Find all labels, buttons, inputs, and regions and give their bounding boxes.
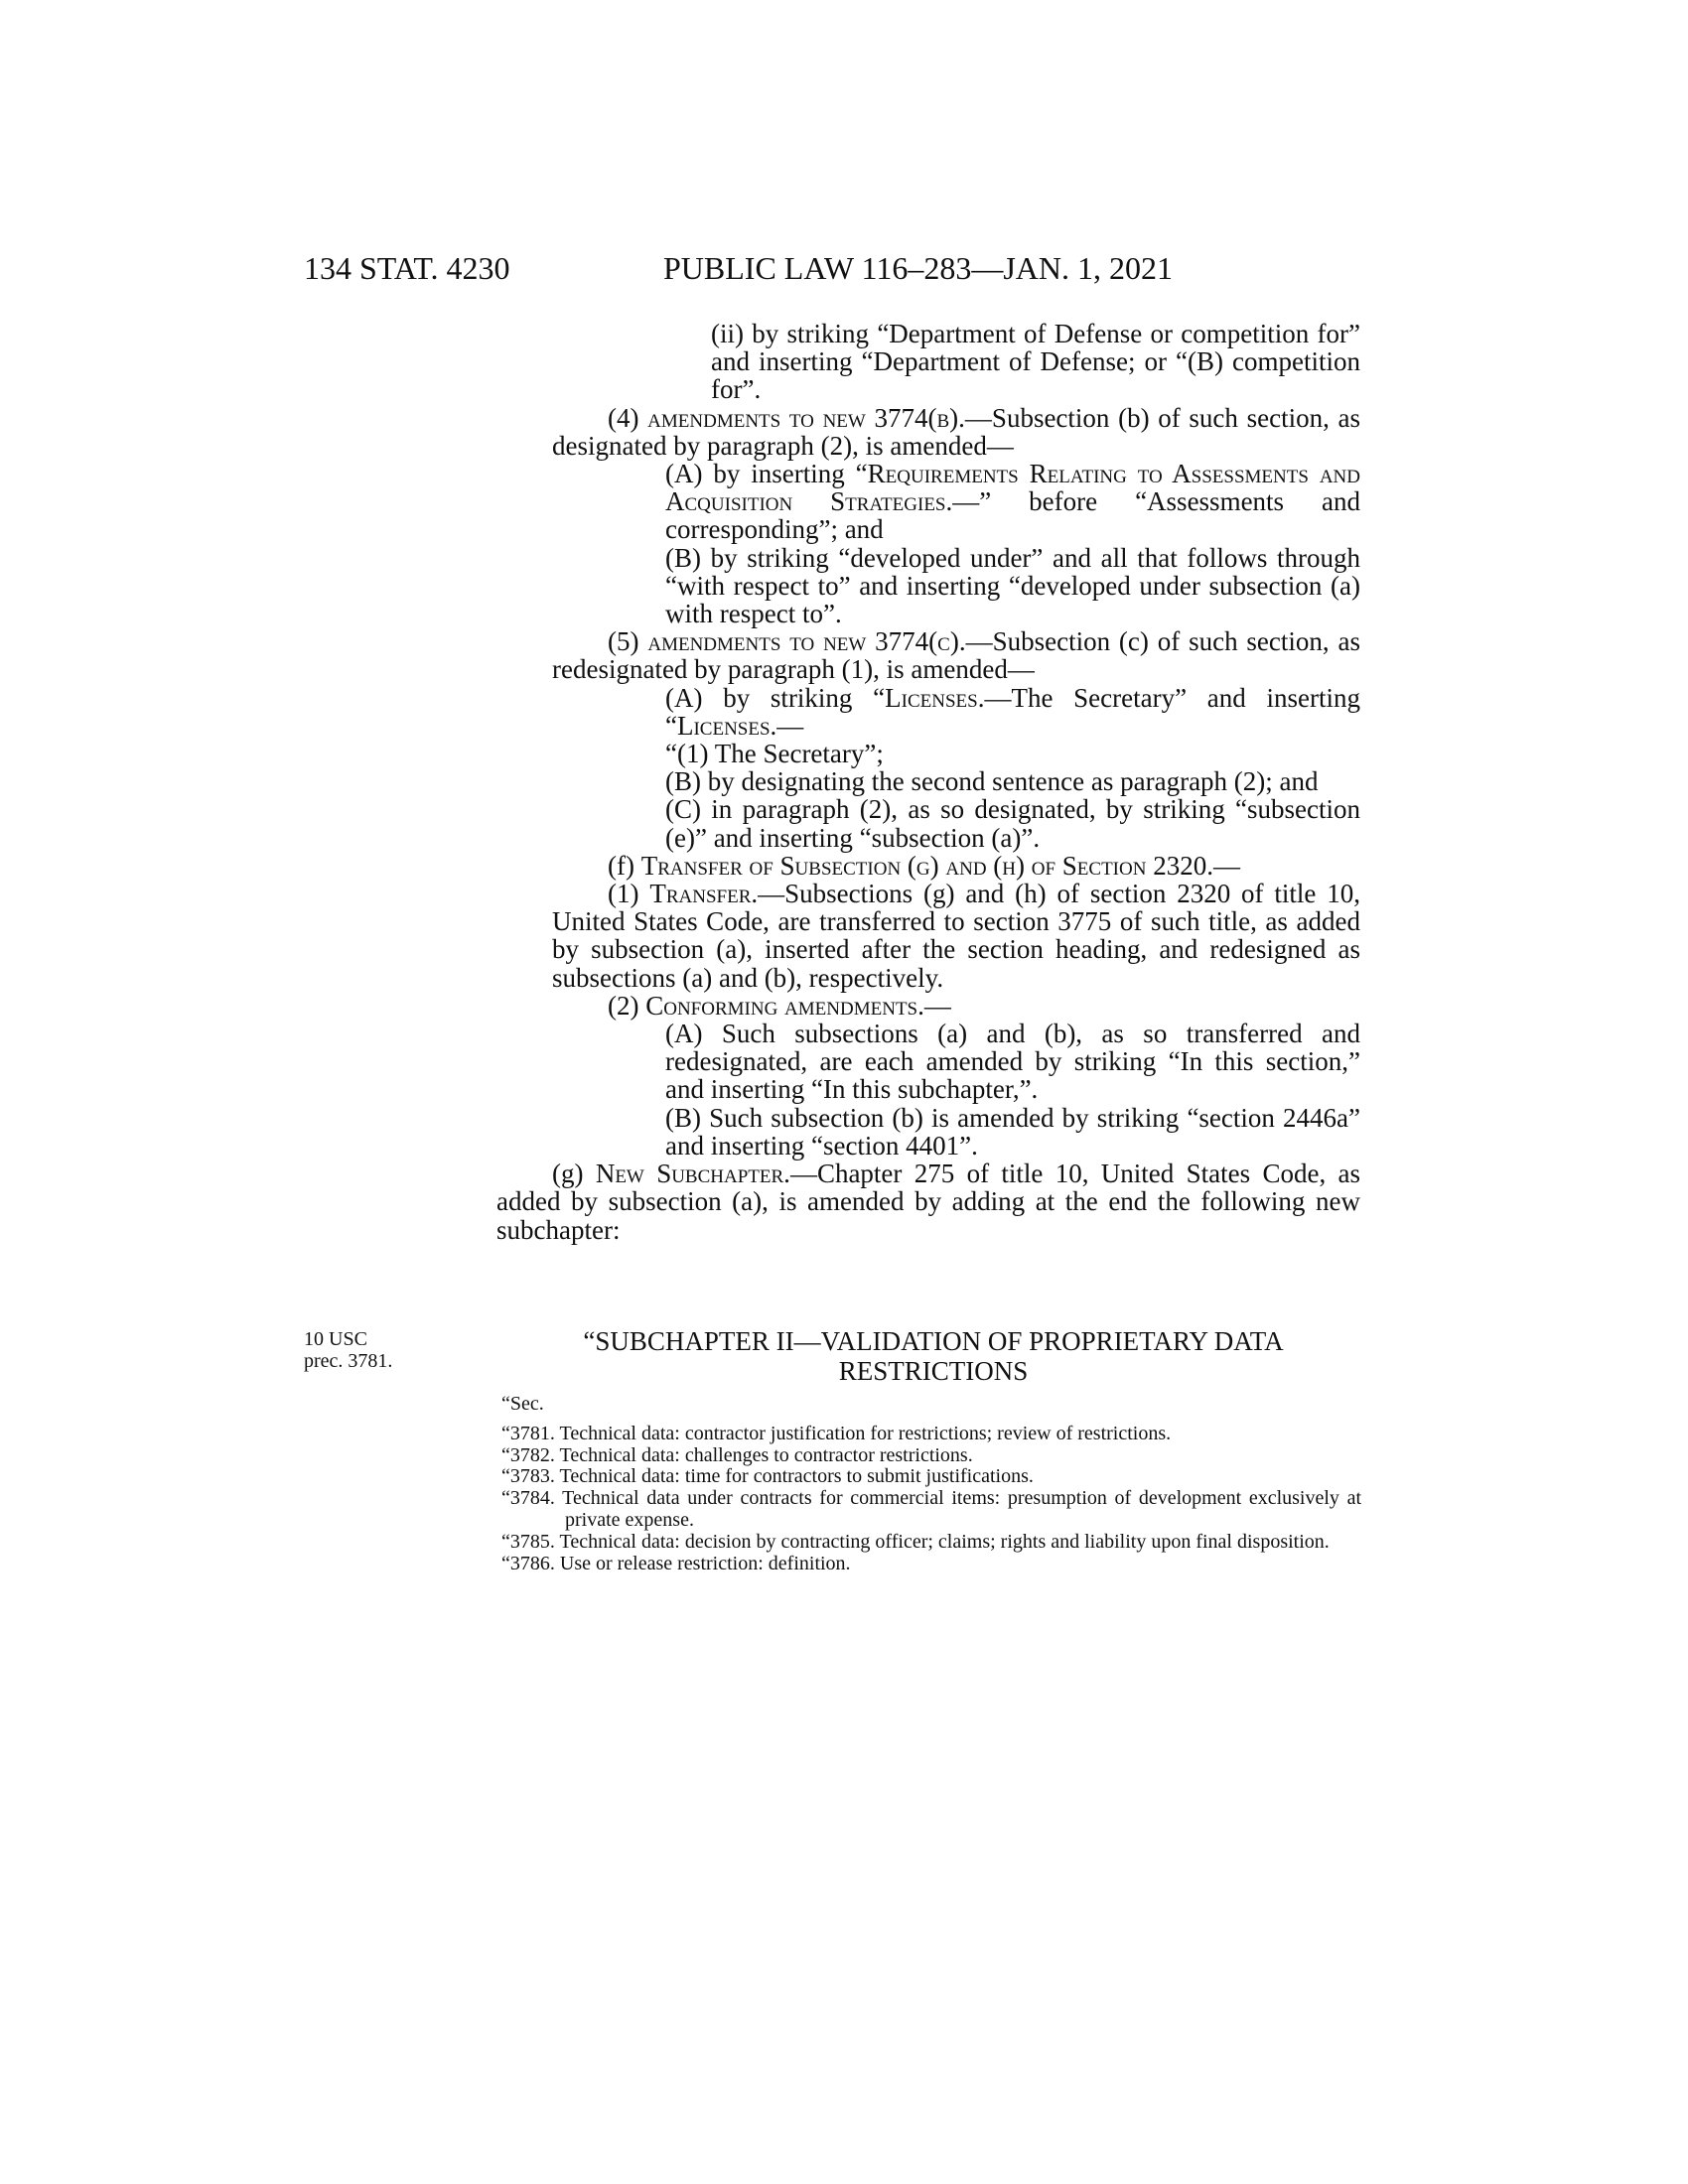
subsection-g: (g) New Subchapter.—Chapter 275 of title 10, United States Code, as added by subsection (a), is amended by adding at the end the following new subchapter: [496,1159,1361,1245]
paragraph-4-heading: amendments to new 3774(b). [647,402,965,433]
toc-item: “3786. Use or release restriction: definition. [501,1552,851,1574]
document-body [496,319,1361,1245]
margin-note: 10 USC prec. 3781. [304,1328,393,1372]
subparagraph-5C: (C) in paragraph (2), as so designated, by striking “subsection (e)” and inserting “subsection (a)”. [665,794,1360,853]
subparagraph-4A: (A) by inserting “Requirements Relating to Assessments and Acquisition Strategies.—” before “Assessments and corresponding”; and [665,459,1360,545]
paragraph-f1-heading: Transfer. [649,879,759,909]
toc-item: “3783. Technical data: time for contractors to submit justifications. [501,1465,1034,1488]
page-running-head: PUBLIC LAW 116–283—JAN. 1, 2021 [663,250,1173,286]
table-of-sections [501,1394,1361,1574]
subparagraph-f2B: (B) Such subsection (b) is amended by striking “section 2446a” and inserting “section 4401”. [665,1102,1360,1160]
subparagraph-5B: (B) by designating the second sentence as paragraph (2); and [665,766,1319,797]
subparagraph-4B: (B) by striking “developed under” and all that follows through “with respect to” and inserting “developed under subsection (a) with respect to”. [665,542,1360,629]
subchapter-heading: “SUBCHAPTER II—VALIDATION OF PROPRIETARY DATA RESTRICTIONS [583,1326,1284,1386]
subsection-f-heading: Transfer of Subsection (g) and (h) of Section 2320. [640,850,1213,881]
toc-sec-label: “Sec. [501,1393,544,1415]
subparagraph-5A: (A) by striking “Licenses.—The Secretary” and inserting “Licenses.— [665,682,1360,741]
paragraph-f2-heading: Conforming amendments. [645,990,924,1021]
subparagraph-5A-text: “(1) The Secretary”; [665,739,884,769]
paragraph-5-heading: amendments to new 3774(c). [647,626,966,657]
subsection-f: (f) Transfer of Subsection (g) and (h) of Section 2320.— [608,850,1240,881]
toc-item: “3785. Technical data: decision by contracting officer; claims; rights and liability upon final disposition. [501,1530,1330,1553]
page-stat-citation: 134 STAT. 4230 [304,250,510,286]
subsection-g-heading: New Subchapter. [595,1159,790,1189]
toc-item: “3784. Technical data under contracts for commercial items: presumption of development exclusively at private expense. [501,1487,1361,1531]
subparagraph-f2A: (A) Such subsections (a) and (b), as so transferred and redesignated, are each amended by striking “In this section,” and inserting “In this subchapter,”. [665,1019,1360,1105]
paragraph-f1: (1) Transfer.—Subsections (g) and (h) of section 2320 of title 10, United States Code, are transferred to section 3775 of such title, as added by subsection (a), inserted after the section heading, and redesigned as subsections (a) and (b), respectively. [552,879,1360,993]
paragraph-5: (5) amendments to new 3774(c).—Subsection (c) of such section, as redesignated by paragraph (1), is amended— [552,626,1360,685]
paragraph-f2: (2) Conforming amendments.— [608,990,951,1021]
clause-ii: (ii) by striking “Department of Defense or competition for” and inserting “Department of Defense; or “(B) competition for”. [711,319,1360,405]
paragraph-4: (4) amendments to new 3774(b).—Subsection (b) of such section, as designated by paragraph (2), is amended— [552,402,1360,461]
toc-item: “3782. Technical data: challenges to contractor restrictions. [501,1443,973,1466]
toc-item: “3781. Technical data: contractor justification for restrictions; review of restrictions. [501,1422,1172,1444]
